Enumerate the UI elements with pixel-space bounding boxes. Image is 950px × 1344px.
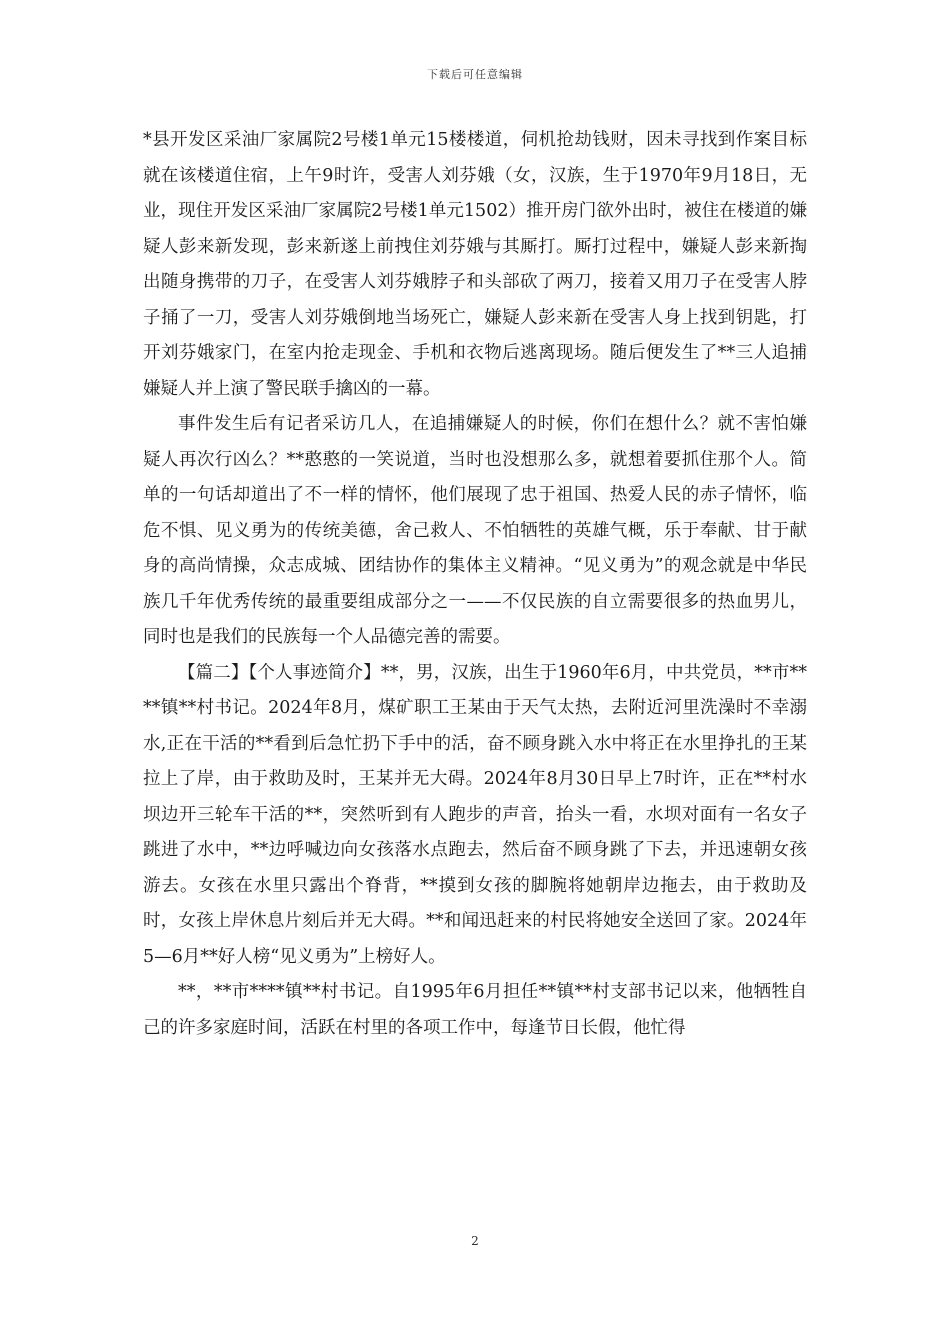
body-paragraph: 事件发生后有记者采访几人，在追捕嫌疑人的时候，你们在想什么？就不害怕嫌疑人再次行凶么？**憨憨的一笑说道，当时也没想那么多，就想着要抓住那个人。简单的一句话却道出了不一样的情怀，他们展现了忠于祖国、热爱人民的赤子情怀，临危不惧、见义勇为的传统美德，舍己救人、不怕牺牲的英雄气概，乐于奉献、甘于献身的高尚情操，众志成城、团结协作的集体主义精神。“见义勇为”的观念就是中华民族几千年优秀传统的最重要组成部分之一——不仅民族的自立需要很多的热血男儿，同时也是我们的民族每一个人品德完善的需要。	[143, 414, 807, 647]
body-paragraph: *县开发区采油厂家属院2号楼1单元15楼楼道，伺机抢劫钱财，因未寻找到作案目标就在该楼道住宿，上午9时许，受害人刘芬娥（女，汉族，生于1970年9月18日，无业，现住开发区采油厂家属院2号楼1单元1502）推开房门欲外出时，被住在楼道的嫌疑人彭来新发现，彭来新遂上前拽住刘芬娥与其厮打。厮打过程中，嫌疑人彭来新掏出随身携带的刀子，在受害人刘芬娥脖子和头部砍了两刀，接着又用刀子在受害人脖子捅了一刀，受害人刘芬娥倒地当场死亡，嫌疑人彭来新在受害人身上找到钥匙，打开刘芬娥家门，在室内抢走现金、手机和衣物后逃离现场。随后便发生了**三人追捕嫌疑人并上演了警民联手擒凶的一幕。	[143, 130, 807, 399]
body-paragraph: 【篇二】【个人事迹简介】**，男，汉族，出生于1960年6月，中共党员，**市****镇**村书记。2024年8月，煤矿职工王某由于天气太热，去附近河里洗澡时不幸溺水,正在干活的**看到后急忙扔下手中的活，奋不顾身跳入水中将正在水里挣扎的王某拉上了岸，由于救助及时，王某并无大碍。2024年8月30日早上7时许，正在**村水坝边开三轮车干活的**，突然听到有人跑步的声音，抬头一看，水坝对面有一名女子跳进了水中，**边呼喊边向女孩落水点跑去，然后奋不顾身跳了下去，并迅速朝女孩游去。女孩在水里只露出个脊背，**摸到女孩的脚腕将她朝岸边拖去，由于救助及时，女孩上岸休息片刻后并无大碍。**和闻迅赶来的村民将她安全送回了家。2024年5—6月**好人榜“见义勇为”上榜好人。	[143, 662, 807, 967]
page-header: 下载后可任意编辑	[427, 68, 523, 81]
body-paragraph: **，**市****镇**村书记。自1995年6月担任**镇**村支部书记以来，他牺牲自己的许多家庭时间，活跃在村里的各项工作中，每逢节日长假，他忙得	[143, 982, 807, 1038]
page-number: 2	[471, 1234, 479, 1248]
document-body	[143, 123, 807, 1046]
